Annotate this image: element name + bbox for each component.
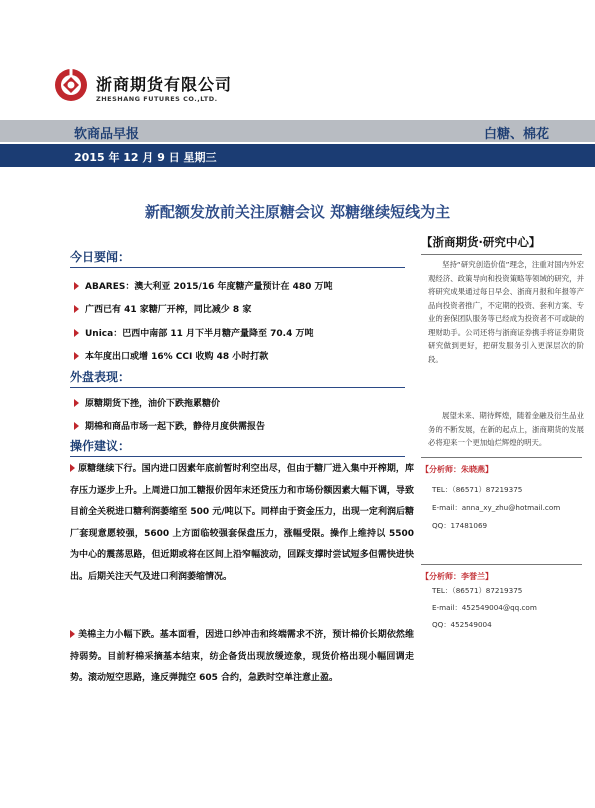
section-advice-title: 操作建议： xyxy=(70,437,405,457)
divider xyxy=(421,254,582,255)
overseas-item: 原糖期货下挫，油价下跌拖累糖价 xyxy=(74,396,220,409)
analyst-tel: TEL：（86571）87219375 xyxy=(432,586,523,595)
bullet-arrow-icon xyxy=(74,399,79,407)
research-center-title: 【浙商期货·研究中心】 xyxy=(421,235,541,249)
bullet-arrow-icon xyxy=(74,422,79,430)
analyst-heading: 【分析师：朱晓燕】 xyxy=(421,457,582,475)
news-item: ABARES：澳大利亚 2015/16 年度糖产量预计在 480 万吨 xyxy=(74,279,333,292)
analyst-email: E-mail：anna_xy_zhu@hotmail.com xyxy=(432,503,561,512)
overseas-item: 期棉和商品市场一起下跌，静待月度供需报告 xyxy=(74,419,265,432)
bullet-arrow-icon xyxy=(74,282,79,290)
news-item: 本年度出口或增 16% CCI 收购 48 小时打款 xyxy=(74,349,268,362)
research-intro-paragraph: 坚持“研究创造价值”理念，注重对国内外宏观经济、政策导向和投资策略等领域的研究，并将研究成果通过每日早会、浙商月报和年报等产品向投资者推广，不定期的投资、套利方案、专业的套保团队服务等已经成为投资者不可或缺的理财助手。公司还将与浙商证券携手将证券期货研究做到更好，把研发服务引入更深层次的阶段。 xyxy=(428,260,584,364)
date-band xyxy=(0,144,595,167)
report-products: 白糖、棉花 xyxy=(483,127,549,142)
advice-sugar-paragraph: 原糖继续下行。国内进口因素年底前暂时利空出尽，但由于糖厂进入集中开榨期，库存压力逐步上升。上周进口加工糖报价因年末还贷压力和市场份额因素大幅下调，导致目前全关税进口糖利润萎缩至 500 元/吨以下。同样由于资金压力，出现一定利润后糖厂套现意愿较强，5600 上方面临较强套保盘压力，涨幅受限。操作上维持以 5500 为中心的震荡思路，但近期或将在区间上沿窄幅波动，回踩支撑时尝试短多但需快进快出。后期关注天气及进口利润萎缩情况。 xyxy=(70,464,414,582)
report-type: 软商品早报 xyxy=(74,127,140,142)
section-today-focus-title: 今日要闻： xyxy=(70,248,405,268)
news-item: Unica：巴西中南部 11 月下半月糖产量降至 70.4 万吨 xyxy=(74,326,313,339)
analyst-qq: QQ：17481069 xyxy=(432,521,488,530)
company-name-en: ZHESHANG FUTURES CO.,LTD. xyxy=(96,95,218,103)
analyst-email: E-mail：452549004@qq.com xyxy=(432,603,537,612)
bullet-arrow-icon xyxy=(70,464,75,472)
company-logo-icon xyxy=(54,68,88,102)
research-outlook-paragraph: 展望未来、期待辉煌，随着金融及衍生品业务的不断发展，在新的起点上，浙商期货的发展必将迎来一个更加灿烂辉煌的明天。 xyxy=(428,411,584,447)
news-item: 广西已有 41 家糖厂开榨，同比减少 8 家 xyxy=(74,302,251,315)
company-name-cn: 浙商期货有限公司 xyxy=(96,75,233,94)
advice-cotton-paragraph: 美棉主力小幅下跌。基本面看，因进口纱冲击和终端需求不济，预计棉价长期依然维持弱势。目前籽棉采摘基本结束，纺企备货出现放缓迹象，现货价格出现小幅回调走势。滚动短空思路，逢反弹抛空 605 合约，急跌时空单注意止盈。 xyxy=(70,630,414,683)
bullet-arrow-icon xyxy=(74,329,79,337)
report-type-band xyxy=(0,120,595,142)
report-date: 2015 年 12 月 9 日 星期三 xyxy=(74,151,217,164)
bullet-arrow-icon xyxy=(74,352,79,360)
analyst-qq: QQ：452549004 xyxy=(432,620,492,629)
analyst-heading: 【分析师：李誉兰】 xyxy=(421,564,582,582)
section-overseas-title: 外盘表现： xyxy=(70,368,405,388)
bullet-arrow-icon xyxy=(74,305,79,313)
headline: 新配额发放前关注原糖会议 郑糖继续短线为主 xyxy=(144,203,451,221)
analyst-tel: TEL：（86571）87219375 xyxy=(432,485,523,494)
bullet-arrow-icon xyxy=(70,630,75,638)
